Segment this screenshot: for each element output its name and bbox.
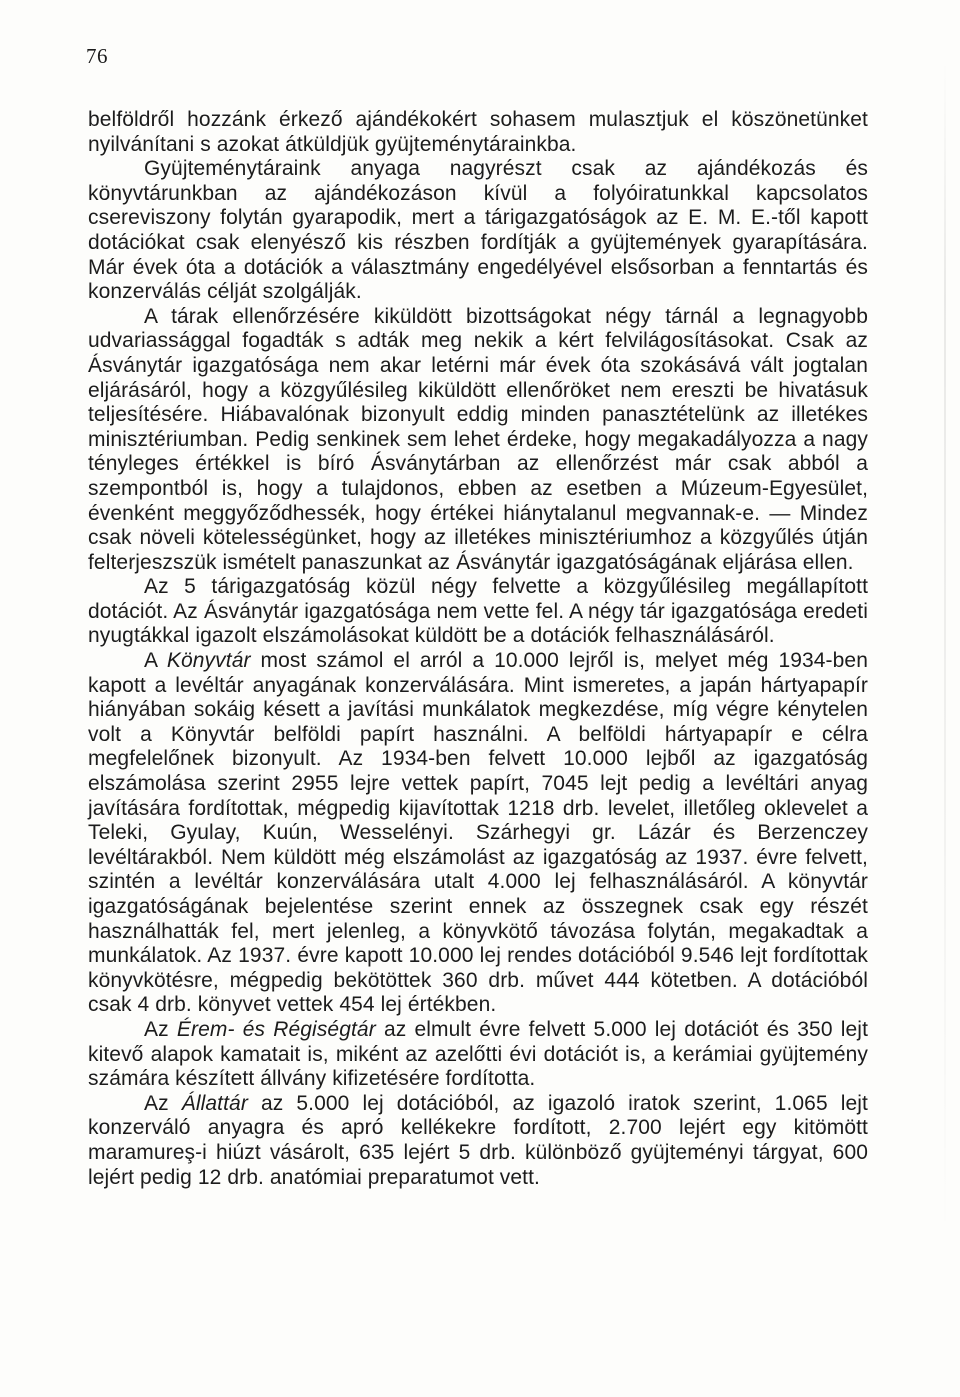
page-number: 76 bbox=[86, 44, 108, 68]
paragraph-5-text: most számol el arról a 10.000 lejről is, melyet még 1934-ben kapott a levéltár anyagának konzerválására. Mint ismeretes, a japán hártyapapír hiányában sokáig késett a javítási munkálatok megkezdése, míg végre kénytelen volt a Könyvtár belföldi papírt használni. A belföldi hártyapapír e célra megfelelőnek bizonyult. Az 1934-ben felvett 10.000 lejből az igazgatóság elszámolása szerint 2955 lejre vettek papírt, 7045 lejt pedig a levéltári anyag javítására fordítottak, mégpedig kijavítottak 1218 drb. levelet, illetőleg oklevelet a Teleki, Gyulay, Kuún, Wesselényi. Szárhegyi gr. Lázár és Berzenczey levéltárakból. Nem küldött még elszámolást az igazgatóság az 1937. évre felvett, szintén a levéltár konzerválására utalt 4.000 lej felhasználásáról. A könyvtár igazgatóságának bejelentése szerint ennek az összegnek csak egy részét használhatták fel, mert jelenleg, a könyvkötő távozása folytán, megakadtak a munkálatok. Az 1937. évre kapott 10.000 lej rendes dotációból 9.546 lejt fordítottak könyvkötésre, mégpedig bekötöttek 360 drb. művet 444 kötetben. A dotációból csak 4 drb. könyvet vettek 454 lej értékben. bbox=[88, 649, 868, 1017]
paragraph-7-lead: Az bbox=[144, 1091, 182, 1115]
paragraph-7-text: az 5.000 lej dotációból, az igazoló iratok szerint, 1.065 lejt konzerváló anyagra és apró kellékekre fordított, 2.700 lejért egy kitömött maramureş-i hiúzt vásárolt, 635 lejért 5 drb. különböző gyüjteményi tárgyat, 600 lejért pedig 12 drb. anatómiai preparatumot vett. bbox=[88, 1091, 868, 1189]
paragraph-2: Gyüjteménytáraink anyaga nagyrészt csak az ajándékozás és könyvtárunkban az ajándékozáson kívül a folyóiratunkkal kapcsolatos csereviszony folytán gyarapodik, mert a tárigazgatóságok az E. M. E.-től kapott dotációkat csak elenyésző kis részben fordítják a gyüjtemények gyarapítására. Már évek óta a dotációk a választmány engedélyével elsősorban a fenntartás és konzerválás célját szolgálják. bbox=[88, 157, 868, 304]
paragraph-7 bbox=[88, 1092, 868, 1190]
paragraph-5-lead: A bbox=[144, 649, 167, 673]
paragraph-1: belföldről hozzánk érkező ajándékokért sohasem mulasztjuk el köszönetünket nyilvánítani s azokat átküldjük gyüjteménytárainkba. bbox=[88, 108, 868, 156]
paragraph-6-lead: Az bbox=[144, 1017, 177, 1041]
paragraph-7-emphasis: Állattár bbox=[181, 1091, 248, 1115]
paragraph-5-emphasis: Könyvtár bbox=[166, 649, 251, 673]
paragraph-6-text: az elmult évre felvett 5.000 lej dotációt és 350 lejt kitevő alapok kamatait is, miként az azelőtti évi dotációt is, a kerámiai gyüjtemény számára készített állvány kifizetésére fordította. bbox=[88, 1017, 869, 1091]
paragraph-6 bbox=[88, 1018, 868, 1092]
paragraph-5 bbox=[88, 649, 868, 1018]
body-text bbox=[88, 108, 868, 1190]
paragraph-3: A tárak ellenőrzésére kiküldött bizottságokat négy tárnál a legnagyobb udvariassággal fogadták s adták meg nekik a kért felvilágosításokat. Csak az Ásványtár igazgatósága nem akar letérni már évek óta szokásává vált jogtalan eljárásáról, hogy a közgyűlésileg kiküldött ellenőröket nem ereszti be hivatásuk teljesítésére. Hiábavalónak bizonyult eddig minden panasztételünk az illetékes minisztériumban. Pedig senkinek sem lehet érdeke, hogy megakadályozza a nagy tényleges értékkel is bíró Ásványtárban az ellenőrzést már csak abból a szempontból is, hogy a tulajdonos, ebben az esetben a Múzeum-Egyesület, évenként meggyőződhessék, hogy értékei hiánytalanul megvannak-e. — Mindez csak növeli kötelességünket, hogy az illetékes minisztériumhoz a közgyűlés útján felterjeszszük ismételt panaszunkat az Ásványtár igazgatóságának eljárása ellen. bbox=[88, 304, 868, 574]
paragraph-6-emphasis: Érem- és Régiségtár bbox=[176, 1017, 376, 1041]
scan-edge-shadow bbox=[944, 60, 946, 1240]
paragraph-4: Az 5 tárigazgatóság közül négy felvette a közgyűlésileg megállapított dotációt. Az Ásványtár igazgatósága nem vette fel. A négy tár igazgatósága eredeti nyugtákkal igazolt elszámolásokat küldött be a dotációk felhasználásáról. bbox=[88, 575, 868, 648]
